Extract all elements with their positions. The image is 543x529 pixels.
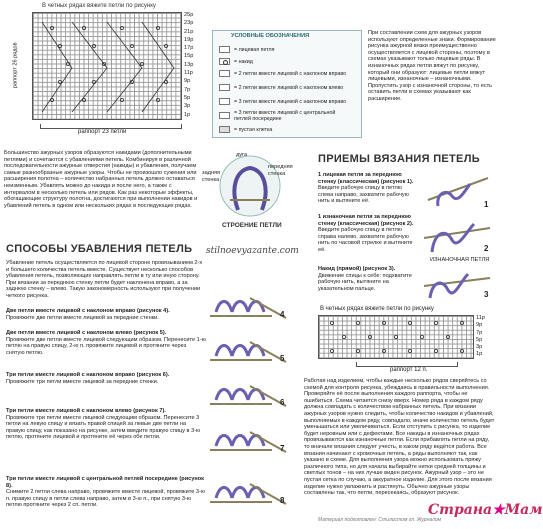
row-number: 15р xyxy=(184,53,194,60)
site-url: stilnoevyazante.com xyxy=(206,246,299,256)
decrease-figures xyxy=(210,292,300,524)
chart1-title: В четных рядах вяжите петли по рисунку xyxy=(42,3,156,9)
row-number: 9р xyxy=(476,322,483,329)
chart1-row-numbers xyxy=(184,12,198,120)
legend-item: = 3 петли вместе лицевой с центральной петлей посередине xyxy=(219,111,349,120)
intro-paragraph: Большинство ажурных узоров образуются накидами (дополнительными петлями) и сочетаются с убавлениями петель. Комбинируя в различной последовательности ажурные отверстия (накиды) и убавления, получаем самые разнообразные ажурные узоры. Чтобы не произошло сужения или расширения полотна – количество набранных петель должно оставаться неизменным. Убавлять можно до накида и после него, а также с интервалом в несколько петель или рядов. Как раз некоторые эффекты, обогащающие структуру полотна, достигаются при выполнении накидов и убавлений петель в одном или нескольких рядах в последующих рядах. xyxy=(4,150,198,209)
chart1-symbols xyxy=(32,12,182,120)
k2tog-left-icon xyxy=(219,84,230,91)
row-number: 3р xyxy=(476,344,483,351)
legend-item: = лицевая петля xyxy=(219,45,274,54)
decrease-intro: Убавление петель осуществляется по лицевой стороне провязыванием 2-х и большего количества петель вместе. Существует несколько способов убавления петель, позволяющих направлять петли в ту или иную сторону. При вязании за переднюю стенку петли будет наклонена вправо, а за заднюю стенку – влево. Такую закономерность используют при получении четкого рисунка. xyxy=(6,260,203,299)
loop-label-front: передняя стенка xyxy=(268,164,293,177)
decrease-7: Три петли вместе лицевой с наклоном влево (рисунок 7). Провяжите три петли вместе лицевой следующим образом. Перенесите 3 петли на левую спицу и вязать правой спицей за левые две петли на правую спицу, как показано на рисунке, затем введите правую спицу в 3-ю петлю, протяните лицевой и протяните её через обе петли. xyxy=(6,408,201,441)
chart2-bottom-label: раппорт 12 п. xyxy=(390,367,428,373)
empty-cell-icon xyxy=(219,126,230,133)
k3tog-right-icon xyxy=(219,98,230,105)
decrease-8: Три петли вместе лицевой с центральной петлей посередине (рисунок 8). Снимите 2 петли слева направо, провяжите вместе лицевой, провяжите 3-ю п. правую спицу в петли слева направо, затем в 3-ю п., при снятую 3-ю петлю протяните через 2 сп. петли. xyxy=(6,476,206,509)
legend-item: = 2 петли вместе лицевой с наклоном вправо xyxy=(219,69,349,78)
decrease-6: Три петли вместе лицевой с наклоном вправо (рисунок 6). Провяжите три петли вместе лицевой за передние стенки. xyxy=(6,372,170,385)
loop-structure-caption: СТРОЕНИЕ ПЕТЛИ xyxy=(222,222,282,229)
fig-5-number: 5 xyxy=(280,354,285,363)
k3tog-center-icon xyxy=(219,112,230,119)
chart1-bottom-label: раппорт 23 петли xyxy=(78,129,127,135)
chart2-title: В четных рядах вяжите петли по рисунку xyxy=(320,306,434,312)
legend-title: УСЛОВНЫЕ ОБОЗНАЧЕНИЯ xyxy=(231,33,310,39)
row-number: 13р xyxy=(184,61,194,68)
decrease-heading: СПОСОБЫ УБАВЛЕНИЯ ПЕТЕЛЬ xyxy=(6,243,193,255)
legend-box xyxy=(212,30,362,138)
watermark-logo: Страна★Мам xyxy=(428,502,543,518)
fig-6-number: 6 xyxy=(280,398,285,407)
chart2-symbols xyxy=(318,315,474,359)
legend-item: = накид xyxy=(219,57,253,66)
fig-8-number: 8 xyxy=(280,496,285,505)
k2tog-right-icon xyxy=(219,70,230,77)
row-number: 21р xyxy=(184,28,194,35)
row-number: 19р xyxy=(184,36,194,43)
row-number: 11р xyxy=(476,315,485,321)
method-3-fig-number: 3 xyxy=(484,290,489,299)
yarn-over-icon xyxy=(219,58,230,65)
knit-stitch-icon xyxy=(219,46,230,53)
loop-label-back: задняя стенка xyxy=(202,170,221,183)
chart1-side-label: раппорт 26 рядов xyxy=(12,42,19,89)
method-2-caption: ИЗНАНОЧНАЯ ПЕТЛЯ xyxy=(430,257,490,263)
legend-side-text: При составлении схем для ажурных узоров используют определенные знаки. Формирование рисунка ажурной вязки преимущественно осуществляется с лицевой стороны, поэтому в схемах указывают только лицевые ряды. В изнаночных рядах петли вяжут по рисунку, который они образуют: лицевые петли вяжут лицевыми, изнаночные – изнаночными. Пропустить узор с изнаночной стороны, то есть оставить петли в схемах указывают как расширение. xyxy=(368,30,496,102)
row-number: 17р xyxy=(184,45,194,52)
row-number: 1р xyxy=(184,111,191,118)
legend-item: = 3 петли вместе лицевой с наклоном вправо xyxy=(219,97,349,106)
method-3: Накид (прямой) (рисунок 3). Движение спицы к себе: подхватите рабочую нить, вытяните на указательном пальце. xyxy=(318,266,412,292)
method-1: 1 лицевая петля за переднюю стенку (классическая) (рисунок 1). Введите рабочую спицу в петлю слева направо, захватите рабочую нить и вытяните её. xyxy=(318,172,414,205)
row-number: 9р xyxy=(184,78,191,85)
row-number: 23р xyxy=(184,20,194,27)
footer-credit: Материал подготовлен: Стилистом гл. Журналом xyxy=(318,517,442,523)
legend-item: = 2 петли вместе лицевой с наклоном влево xyxy=(219,83,349,92)
row-number: 7р xyxy=(476,329,483,336)
row-number: 5р xyxy=(184,94,191,101)
fig-4-number: 4 xyxy=(280,310,285,319)
method-1-fig-number: 1 xyxy=(484,200,489,209)
decrease-5: Две петли вместе лицевой с наклоном влево (рисунок 5). Провяжите две петли вместе лицевой следующим образом. Перенесите 1-ю петлю на правую спицу, 2-ю п. провяжите лицевой и протяните через снятую петлю. xyxy=(6,330,206,356)
row-number: 3р xyxy=(184,103,191,110)
loop-label-arc: дуга xyxy=(236,152,248,158)
row-number: 5р xyxy=(476,336,483,343)
chart2-row-numbers xyxy=(476,315,492,359)
row-number: 7р xyxy=(184,86,191,93)
methods-heading: ПРИЕМЫ ВЯЗАНИЯ ПЕТЕЛЬ xyxy=(318,153,480,165)
method-2-fig-number: 2 xyxy=(484,244,489,253)
method-2: 1 изнаночная петля за переднюю стенку (классическая) (рисунок 2). Введите рабочую спицу в петлю справа налево, захватите рабочую нить по часовой стрелке и вытяните её. xyxy=(318,214,414,253)
row-number: 11р xyxy=(184,70,193,77)
loop-structure-diagram xyxy=(200,148,300,228)
row-number: 25р xyxy=(184,12,194,18)
legend-item: = пустая клетка xyxy=(219,125,272,134)
decrease-4: Две петли вместе лицевой с наклоном вправо (рисунок 4). Провяжите две петли вместе лицевой за передние стенки. xyxy=(6,308,170,321)
row-number: 1р xyxy=(476,351,483,358)
chart2-text: Работая над изделием, чтобы каждые несколько рядов сверяйтесь со схемой для контроля рисунка, убеждаясь в правильности выполнения. Проверяйте её после выполнения каждого раппорта, чтобы не ошибиться. Схема читается снизу вверх. Номер ряда в каждом ряду должна совпадать с количеством набранных петель. При вязании ажурных узоров нужно следить, чтобы количество накидов и убавлений, выполняемых в каждом ряду, совпадало, иначе количество петель будет уменьшаться или увеличиваться. Если отступить с рисунка, то изделие будет неровным или с дефектами. Все накиды в изнаночных рядах провязываются как изнаночные петли. Если прибавлять петли на ряду, то вначале вязания следует учесть, в каком ряду ведётся работа. Все вязания начинают с кромочных петель, а ряды выполняют так, как указано в схеме. Для выполнения узора можно использовать пряжу различного типа, но для начала выбирайте нитки средней толщины и светлых тонов – на них лучше виден рисунок. Ажурный узор – это не пустая сетка по случаю, а аккуратное изделие. Для этого после вязания изделие нужно увлажнить и растянуть. Обычно ажурные узоры составлены так, что петли, пересекаясь, образуют рисунок. xyxy=(304,378,495,497)
fig-7-number: 7 xyxy=(280,444,285,453)
